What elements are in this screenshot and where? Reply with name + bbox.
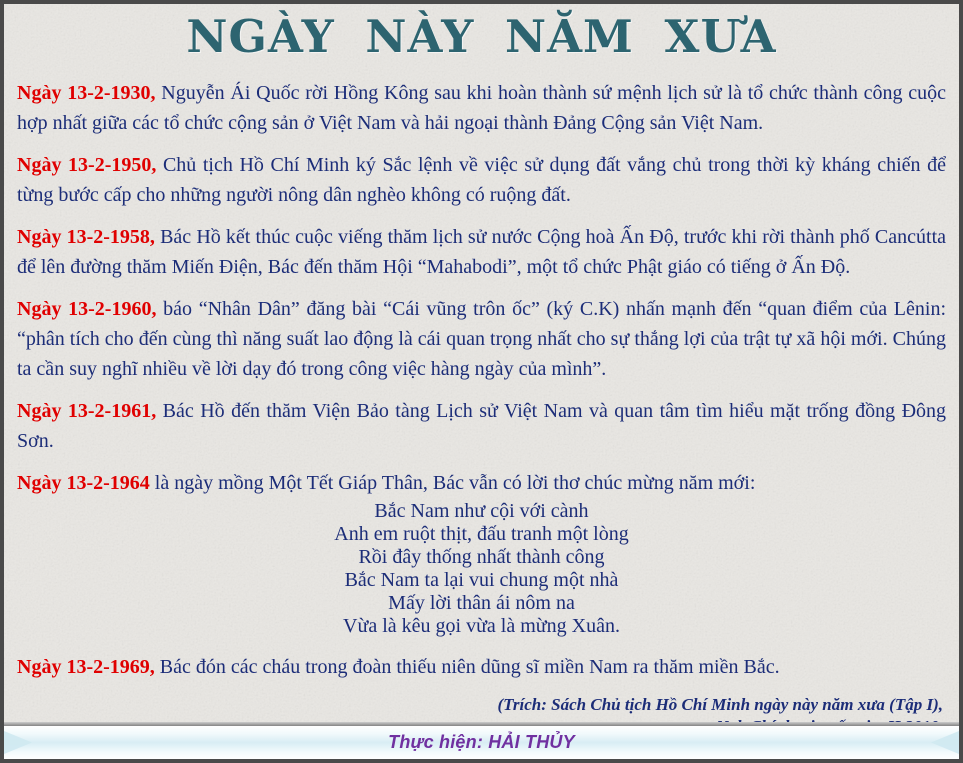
entry-1964: [17, 468, 946, 498]
entry-1964-text: là ngày mồng Một Tết Giáp Thân, Bác vẫn có lời thơ chúc mừng năm mới:: [149, 472, 756, 494]
entry-1961: [17, 396, 946, 456]
footer-credit: Thực hiện: HẢI THỦY: [388, 732, 575, 752]
citation-line-1: (Trích: Sách Chủ tịch Hồ Chí Minh ngày này năm xưa (Tập I),: [497, 695, 943, 714]
entry-1960-text: báo “Nhân Dân” đăng bài “Cái vũng trôn ốc” (ký C.K) nhấn mạnh đến “quan điểm của Lênin: “phân tích cho đến cùng thì năng suất lao động là cái quan trọng nhất cho sự thắng lợi của trật tự xã hội mới. Chúng ta cần suy nghĩ nhiều về lời dạy đó trong công việc hàng ngày của mình”.: [17, 298, 946, 380]
bar-end-right-decoration: [931, 731, 959, 754]
entry-1930: [17, 78, 946, 138]
bar-end-left-decoration: [4, 731, 32, 754]
poem-line: Anh em ruột thịt, đấu tranh một lòng: [334, 523, 629, 545]
footer-bar: [4, 726, 959, 759]
document-body: [4, 12, 959, 738]
entry-1958: [17, 222, 946, 282]
entry-1960: [17, 294, 946, 384]
entry-1930-date: Ngày 13-2-1930,: [17, 82, 156, 104]
entry-1950-date: Ngày 13-2-1950,: [17, 154, 157, 176]
footer: [4, 722, 959, 759]
poem-line: Bắc Nam như cội với cành: [374, 500, 589, 522]
page-title: NGÀY NÀY NĂM XƯA: [186, 10, 777, 63]
poem-line: Mấy lời thân ái nôm na: [388, 592, 575, 614]
entry-1964-date: Ngày 13-2-1964: [17, 472, 150, 494]
entry-1961-text: Bác Hồ đến thăm Viện Bảo tàng Lịch sử Việt Nam và quan tâm tìm hiểu mặt trống đồng Đông Sơn.: [17, 400, 947, 452]
entry-1958-text: Bác Hồ kết thúc cuộc viếng thăm lịch sử nước Cộng hoà Ấn Độ, trước khi rời thành phố Cancútta để lên đường thăm Miến Điện, Bác đến thăm Hội “Mahabodi”, một tổ chức Phật giáo có tiếng ở Ấn Độ.: [17, 226, 947, 278]
poem-line: Vừa là kêu gọi vừa là mừng Xuân.: [343, 615, 620, 637]
poem-line: Bắc Nam ta lại vui chung một nhà: [344, 569, 619, 591]
entry-1969: [17, 652, 946, 682]
entry-1969-text: Bác đón các cháu trong đoàn thiếu niên dũng sĩ miền Nam ra thăm miền Bắc.: [154, 656, 780, 678]
poem-block: [17, 500, 946, 638]
entry-1960-date: Ngày 13-2-1960,: [17, 298, 157, 320]
entry-1969-date: Ngày 13-2-1969,: [17, 656, 155, 678]
entry-1930-text: Nguyễn Ái Quốc rời Hồng Kông sau khi hoàn thành sứ mệnh lịch sử là tổ chức thành công cuộc hợp nhất giữa các tổ chức cộng sản ở Việt Nam và hải ngoại thành Đảng Cộng sản Việt Nam.: [17, 82, 946, 134]
poem-line: Rồi đây thống nhất thành công: [358, 546, 605, 568]
entry-1950-text: Chủ tịch Hồ Chí Minh ký Sắc lệnh về việc sử dụng đất vắng chủ trong thời kỳ kháng chiến để từng bước cấp cho những người nông dân nghèo không có ruộng đất.: [17, 154, 946, 206]
entry-1950: [17, 150, 946, 210]
entry-1958-date: Ngày 13-2-1958,: [17, 226, 155, 248]
entry-1961-date: Ngày 13-2-1961,: [17, 400, 157, 422]
